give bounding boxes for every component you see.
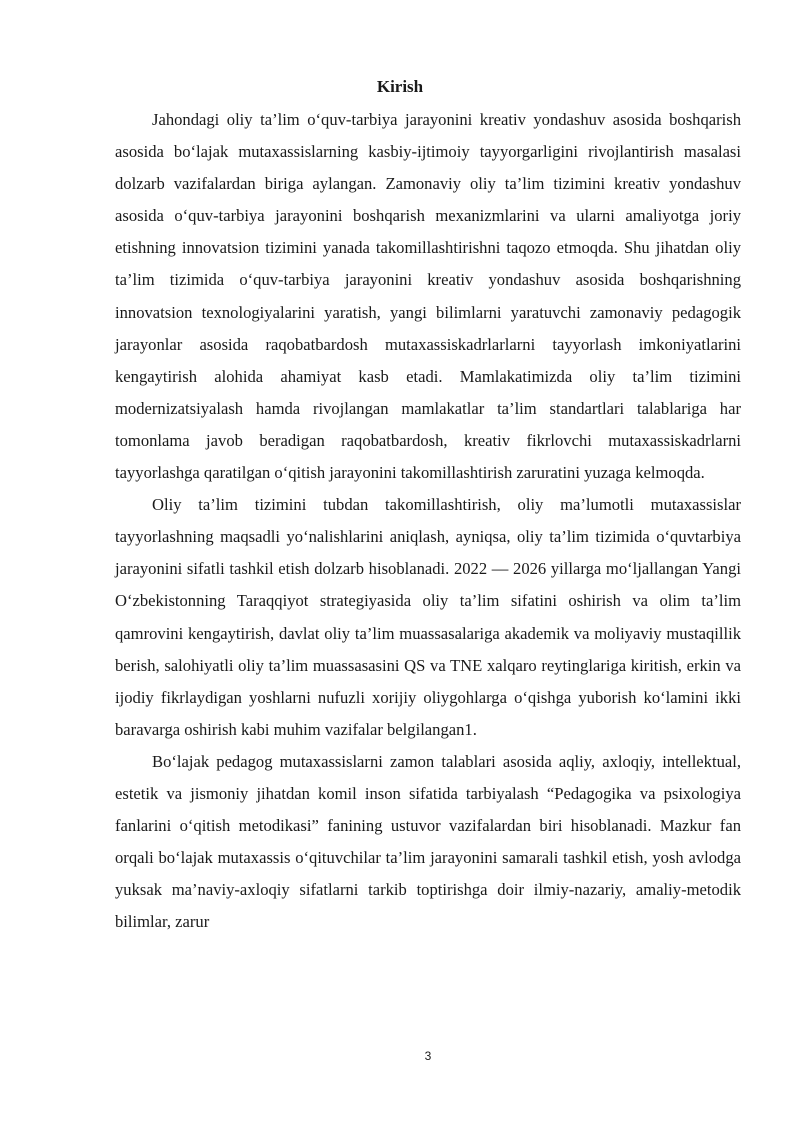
- section-title: Kirish: [376, 77, 424, 96]
- page-number: 3: [424, 1049, 432, 1063]
- body-text: [115, 104, 741, 938]
- paragraph-3: Bo‘lajak pedagog mutaxassislarni zamon talablari asosida aqliy, axloqiy, intellektual, estetik va jismoniy jihatdan komil inson sifatida tarbiyalash “Pedagogika va psixologiya fanlarini o‘qitish metodikasi” fanining ustuvor vazifalardan biri hisoblanadi. Mazkur fan orqali bo‘lajak mutaxassis o‘qituvchilar ta’lim jarayonini samarali tashkil etish, yosh avlodga yuksak ma’naviy-axloqiy sifatlarni tarkib toptirishga doir ilmiy-nazariy, amaliy-metodik bilimlar, zarur: [115, 751, 741, 932]
- paragraph-2: Oliy ta’lim tizimini tubdan takomillashtirish, oliy ma’lumotli mutaxassislar tayyorlashning maqsadli yo‘nalishlarini aniqlash, ayniqsa, oliy ta’lim tizimida o‘quvtarbiya jarayonini sifatli tashkil etish dolzarb hisoblanadi. 2022 — 2026 yillarga mo‘ljallangan Yangi O‘zbekistonning Taraqqiyot strategiyasida oliy ta’lim sifatini oshirish va olim ta’lim qamrovini kengaytirish, davlat oliy ta’lim muassasalariga akademik va moliyaviy mustaqillik berish, salohiyatli oliy ta’lim muassasasini QS va TNE xalqaro reytinglariga kiritish, erkin va ijodiy fikrlaydigan yoshlarni nufuzli xorijiy oliygohlarga o‘qishga yuborish ko‘lamini ikki baravarga oshirish kabi muhim vazifalar belgilangan1.: [115, 495, 741, 739]
- paragraph-1: Jahondagi oliy ta’lim o‘quv-tarbiya jarayonini kreativ yondashuv asosida boshqarish asosida bo‘lajak mutaxassislarning kasbiy-ijtimoiy tayyorgarligini rivojlantirish masalasi dolzarb vazifalardan biriga aylangan. Zamonaviy oliy ta’lim tizimini kreativ yondashuv asosida o‘quv-tarbiya jarayonini boshqarish mexanizmlarini va ularni amaliyotga joriy etishning innovatsion tizimini yanada takomillashtirishni taqozo etmoqda. Shu jihatdan oliy ta’lim tizimida o‘quv-tarbiya jarayonini kreativ yondashuv asosida boshqarishning innovatsion texnologiyalarini yaratish, yangi bilimlarni yaratuvchi zamonaviy pedagogik jarayonlar asosida raqobatbardosh mutaxassiskadrlarlarni tayyorlash imkoniyatlarini kengaytirish alohida ahamiyat kasb etadi. Mamlakatimizda oliy ta’lim tizimini modernizatsiyalash hamda rivojlangan mamlakatlar ta’lim standartlari talablariga har tomonlama javob beradigan raqobatbardosh, kreativ fikrlovchi mutaxassiskadrlarni tayyorlashga qaratilgan o‘qitish jarayonini takomillashtirish zaruratini yuzaga kelmoqda.: [115, 110, 741, 483]
